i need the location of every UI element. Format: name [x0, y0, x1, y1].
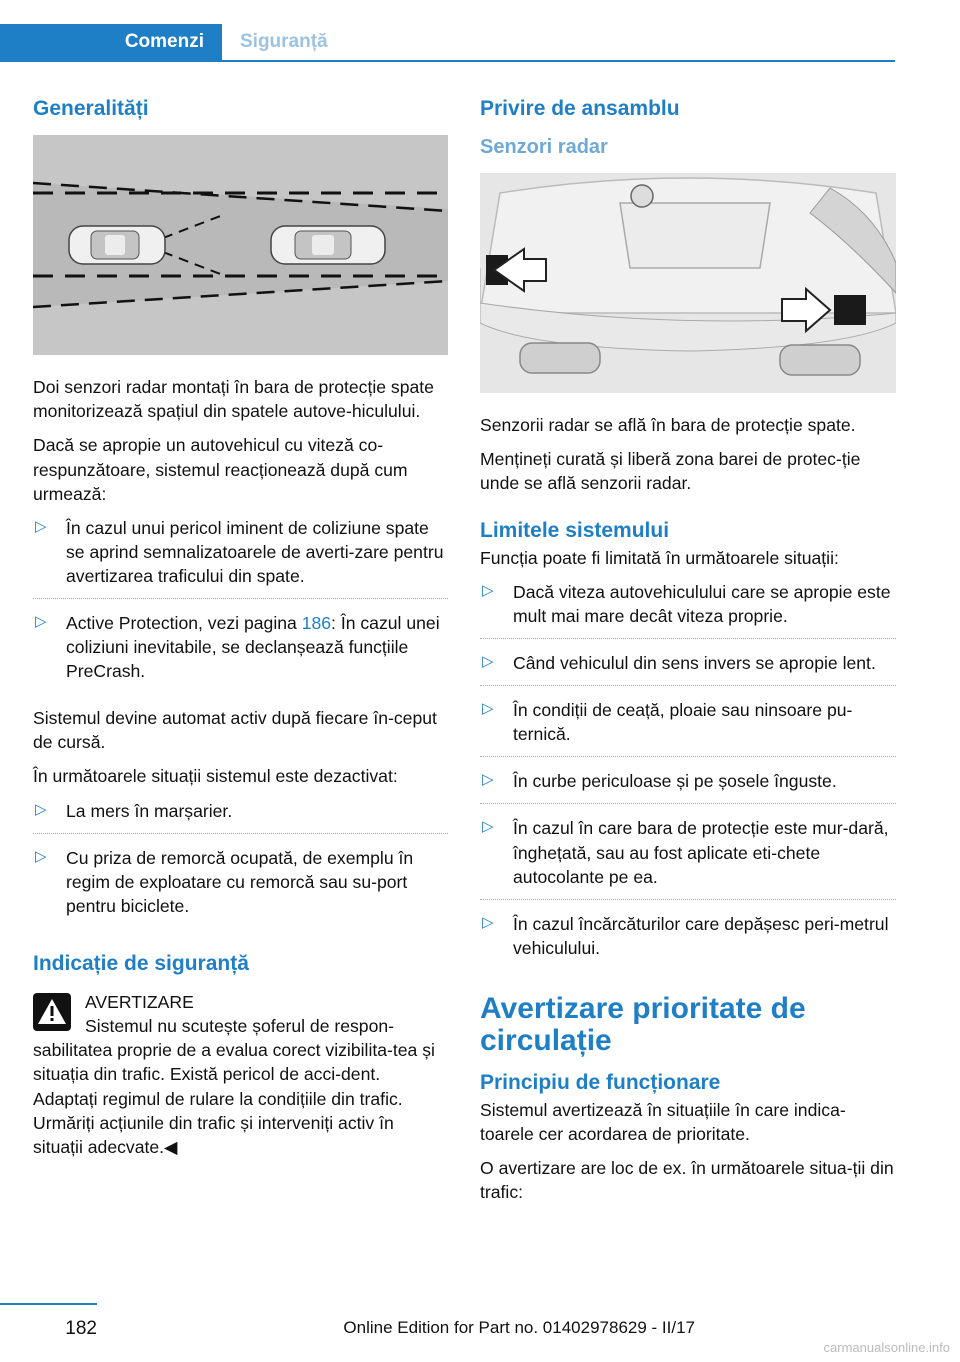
left-column — [33, 96, 448, 1169]
sensors-paragraph-2: Mențineți curată și liberă zona barei de protec-ție unde se află senzorii radar. — [480, 449, 861, 494]
tab-siguranta[interactable]: Siguranță — [240, 31, 328, 52]
limits-paragraph: Funcția poate fi limitată în următoarele situații: — [480, 547, 839, 568]
triangle-bullet-icon: ▷ — [482, 818, 494, 836]
page-link-186[interactable]: 186 — [301, 613, 332, 633]
edition-text: Online Edition for Part no. 01402978629 - II/17 — [343, 1318, 695, 1337]
list-item: ▷ În cazul unui pericol iminent de coliziune spate se aprind semnalizatoarele de averti-zare pentru avertizarea traficului din spate. — [33, 516, 448, 599]
triangle-bullet-icon: ▷ — [482, 771, 494, 789]
brand-logo-icon — [631, 185, 653, 207]
heading-generalitati: Generalități — [33, 97, 149, 120]
heading-system-limits: Limitele sistemului — [480, 518, 670, 542]
general-paragraph-2: Dacă se apropie un autovehicul cu viteză co-respunzătoare, sistemul reacționează după cum urmează: — [33, 435, 408, 504]
car-front-icon — [271, 226, 385, 264]
heading-overview: Privire de ansamblu — [480, 97, 680, 120]
warning-text: sabilitatea proprie de a evalua corect vizibilita-tea și situația din trafic. Există pericol de acci-dent. Adaptați regimul de rulare la condițiile din trafic. Urmăriți acțiunile din trafic și interveniți activ în situații adecvate.◀ — [33, 1040, 435, 1157]
general-paragraph-1: Doi senzori radar montați în bara de protecție spate monitorizează spațiul din spatele autove-hiculului. — [33, 377, 434, 422]
heading-priority-warning: Avertizare prioritate de circulație — [480, 991, 806, 1058]
page-number: 182 — [65, 1318, 97, 1339]
warning-header — [33, 990, 448, 1038]
warning-label: AVERTIZARE — [85, 992, 194, 1013]
list-item: ▷ Active Protection, vezi pagina 186: În cazul unei coliziuni inevitabile, se declanșează funcțiile PreCrash. — [35, 613, 440, 682]
triangle-bullet-icon: ▷ — [482, 700, 494, 718]
list-item: ▷ Când vehiculul din sens invers se apropie lent. — [480, 651, 896, 686]
list-item: ▷ Dacă viteza autovehiculului care se apropie este mult mai mare decât viteza proprie. — [480, 580, 896, 639]
list-item: ▷ La mers în marșarier. — [33, 799, 448, 834]
triangle-bullet-icon: ▷ — [482, 913, 494, 931]
list-item: ▷ În cazul în care bara de protecție este mur-dară, înghețată, sau au fost aplicate eti-chete autocolante pe ea. — [480, 816, 896, 899]
heading-operating-principle: Principiu de funcționare — [480, 1070, 721, 1094]
triangle-bullet-icon: ▷ — [482, 581, 494, 599]
rear-bumper-sensors-illustration — [480, 173, 896, 393]
tab-comenzi[interactable]: Comenzi — [0, 24, 222, 60]
radar-coverage-illustration — [33, 135, 448, 355]
list-item: ▷ În cazul încărcăturilor care depășesc peri-metrul vehiculului. — [482, 913, 889, 958]
list-item: ▷ În condiții de ceață, ploaie sau ninsoare pu-ternică. — [480, 698, 896, 757]
limits-list — [480, 580, 896, 971]
right-column — [480, 96, 896, 1214]
warning-text-first-line: Sistemul nu scutește șoferul de respon- — [85, 1016, 395, 1037]
principle-paragraph-2: O avertizare are loc de ex. în următoarele situa-ții din trafic: — [480, 1158, 894, 1203]
watermark: carmanualsonline.info — [823, 1340, 950, 1355]
deactivation-list — [33, 799, 448, 929]
heading-safety: Indicație de siguranță — [33, 951, 249, 975]
car-rear-icon — [69, 226, 165, 264]
principle-paragraph-1: Sistemul avertizează în situațiile în care indica-toarele cer acordarea de prioritate. — [480, 1099, 846, 1145]
list-item: ▷ Cu priza de remorcă ocupată, de exemplu în regim de exploatare cu remorcă sau su-port pentru biciclete. — [35, 847, 414, 916]
general-paragraph-4: În următoarele situații sistemul este dezactivat: — [33, 766, 398, 787]
general-paragraph-3: Sistemul devine automat activ după fiecare în-ceput de cursă. — [33, 708, 437, 753]
triangle-bullet-icon: ▷ — [35, 613, 47, 630]
radar-sensor-right — [834, 295, 866, 325]
heading-radar-sensors: Senzori radar — [480, 136, 608, 159]
triangle-bullet-icon: ▷ — [35, 847, 47, 865]
sensors-paragraph-1: Senzorii radar se află în bara de protecție spate. — [480, 415, 856, 436]
reaction-list — [33, 516, 448, 695]
chapter-tab-bar — [0, 24, 895, 62]
footer-rule — [0, 1303, 97, 1305]
triangle-bullet-icon: ▷ — [35, 800, 47, 818]
warning-triangle-icon — [33, 993, 71, 1031]
list-item: ▷ În curbe periculoase și pe șosele înguste. — [480, 769, 896, 804]
triangle-bullet-icon: ▷ — [35, 517, 47, 535]
triangle-bullet-icon: ▷ — [482, 653, 494, 671]
